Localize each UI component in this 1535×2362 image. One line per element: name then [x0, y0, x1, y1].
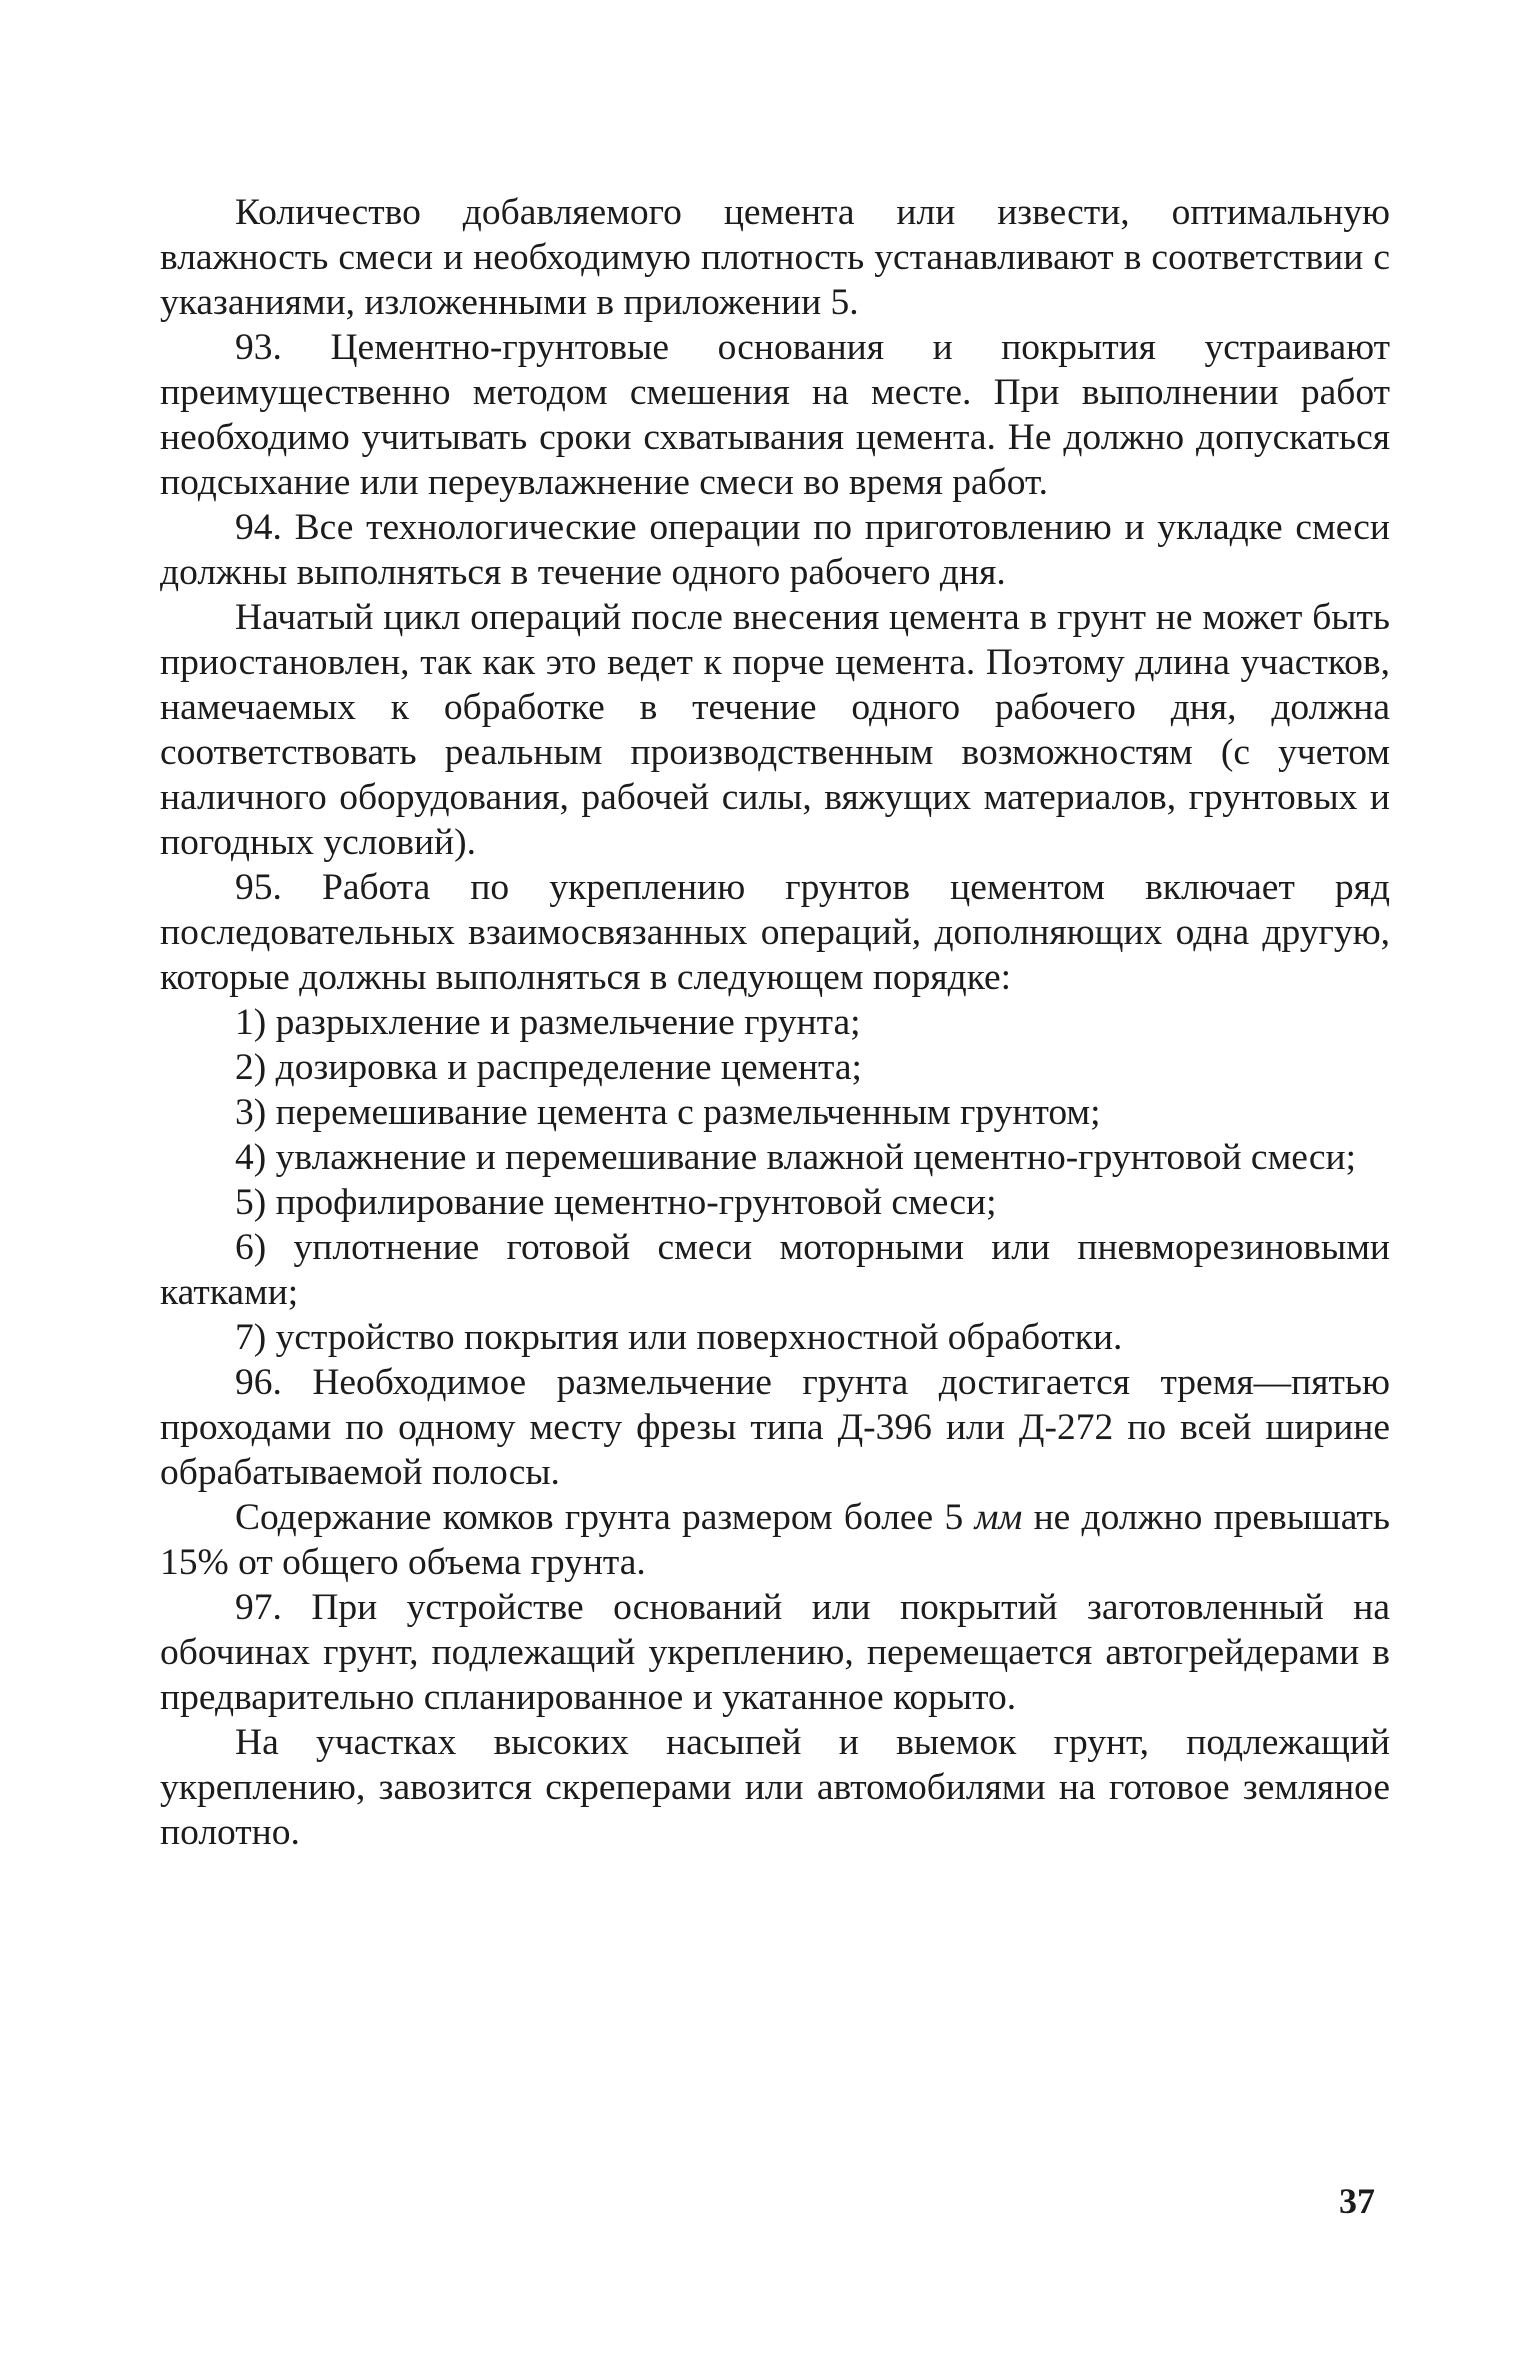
list-item-4: 4) увлажнение и перемешивание влажной цементно-грунтовой смеси; — [235, 1137, 1357, 1178]
list-item-3: 3) перемешивание цемента с размельченным грунтом; — [235, 1092, 1101, 1133]
page-body — [160, 190, 1390, 1855]
page-number: 37 — [1339, 2181, 1375, 2221]
paragraph-97-continued: На участках высоких насыпей и выемок грунт, подлежащий укреплению, завозится скреперами или автомобилями на готовое земляное полотно. — [160, 1722, 1390, 1853]
list-item-1: 1) разрыхление и размельчение грунта; — [235, 1002, 861, 1043]
list-item-7: 7) устройство покрытия или поверхностной обработки. — [235, 1317, 1123, 1358]
paragraph-96-continued — [160, 1495, 1390, 1585]
paragraph-96: 96. Необходимое размельчение грунта достигается тремя—пятью проходами по одному месту фрезы типа Д-396 или Д-272 по всей ширине обрабатываемой полосы. — [160, 1362, 1390, 1493]
paragraph-95: 95. Работа по укреплению грунтов цементом включает ряд последовательных взаимосвязанных операций, дополняющих одна другую, которые должны выполняться в следующем порядке: — [160, 867, 1390, 998]
paragraph-97: 97. При устройстве оснований или покрытий заготовленный на обочинах грунт, подлежащий укреплению, перемещается автогрейдерами в предварительно спланированное и укатанное корыто. — [160, 1587, 1390, 1718]
paragraph-94: 94. Все технологические операции по приготовлению и укладке смеси должны выполняться в течение одного рабочего дня. — [160, 507, 1390, 593]
list-item-5: 5) профилирование цементно-грунтовой смеси; — [235, 1182, 997, 1223]
list-item-6: 6) уплотнение готовой смеси моторными или пневморезиновыми катками; — [160, 1227, 1390, 1313]
paragraph-94-continued: Начатый цикл операций после внесения цемента в грунт не может быть приостановлен, так как это ведет к порче цемента. Поэтому длина участков, намечаемых к обработке в течение одного рабочего дня, должна соответствовать реальным производственным возможностям (с учетом наличного оборудования, рабочей силы, вяжущих материалов, грунтовых и погодных условий). — [160, 597, 1390, 863]
paragraph-intro: Количество добавляемого цемента или извести, оптимальную влажность смеси и необходимую плотность устанавливают в соответствии с указаниями, изложенными в приложении 5. — [160, 192, 1390, 323]
unit-mm: мм — [974, 1497, 1023, 1538]
list-item-2: 2) дозировка и распределение цемента; — [235, 1047, 862, 1088]
paragraph-96-continued-start: Содержание комков грунта размером более 5 — [235, 1497, 975, 1538]
paragraph-93: 93. Цементно-грунтовые основания и покрытия устраивают преимущественно методом смешения на месте. При выполнении работ необходимо учитывать сроки схватывания цемента. Не должно допускаться подсыхание или переувлажнение смеси во время работ. — [160, 327, 1390, 503]
paragraph-96-continued-end: не должно превышать 15% от общего объема грунта. — [160, 1497, 1390, 1583]
